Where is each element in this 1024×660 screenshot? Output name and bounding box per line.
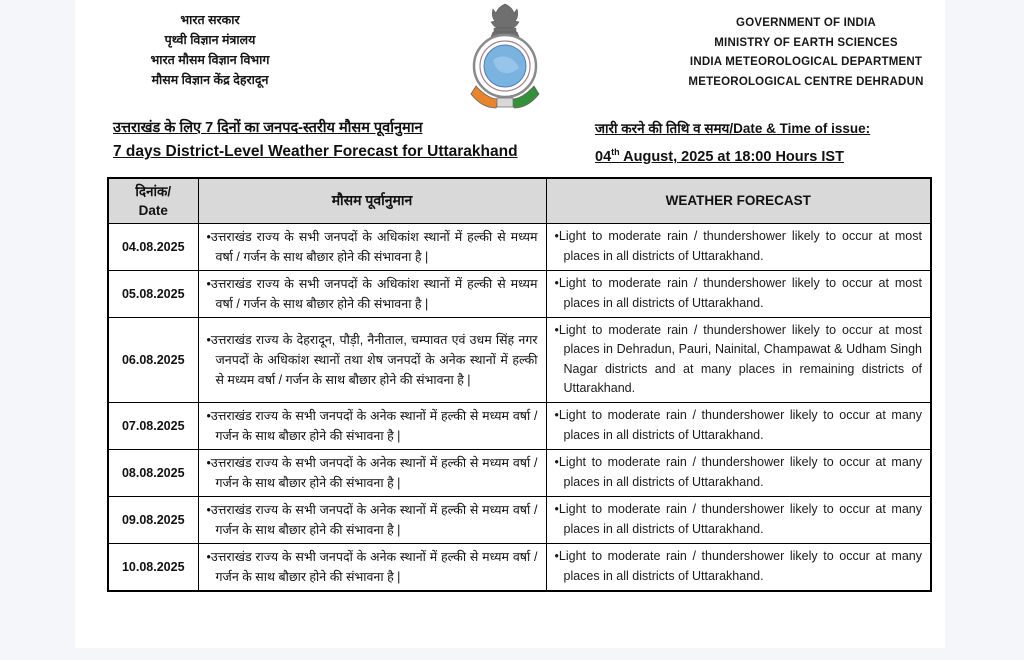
bullet-icon: •: [554, 549, 559, 563]
forecast-english-cell: •Light to moderate rain / thundershower likely to occur at many places in all districts of Uttarakhand.: [546, 543, 931, 591]
forecast-hindi-cell: •उत्तराखंड राज्य के सभी जनपदों के अनेक स्थानों में हल्की से मध्यम वर्षा / गर्जन के साथ बौछार होने की संभावना है |: [198, 543, 546, 591]
org-hindi-line-4: मौसम विज्ञान केंद्र देहरादून: [151, 73, 269, 87]
document-page: [75, 0, 945, 648]
document-title-english: 7 days District-Level Weather Forecast for Uttarakhand: [113, 143, 518, 160]
bullet-icon: •: [206, 549, 211, 564]
table-row: [108, 496, 931, 543]
bullet-icon: •: [206, 332, 211, 347]
date-cell: 09.08.2025: [108, 496, 198, 543]
column-header-forecast-hindi: मौसम पूर्वानुमान: [198, 178, 546, 223]
issue-date-block: [595, 117, 935, 169]
date-cell: 08.08.2025: [108, 449, 198, 496]
forecast-table: [107, 177, 932, 592]
forecast-hindi-cell: •उत्तराखंड राज्य के देहरादून, पौड़ी, नैनीताल, चम्पावत एवं उधम सिंह नगर जनपदों के अधिकांश स्थानों तथा शेष जनपदों के अनेक स्थानों में हल्की से मध्यम वर्षा / गर्जन के साथ बौछार होने की संभावना है |: [198, 317, 546, 402]
bullet-icon: •: [554, 455, 559, 469]
forecast-hindi-cell: •उत्तराखंड राज्य के सभी जनपदों के अधिकांश स्थानों में हल्की से मध्यम वर्षा / गर्जन के साथ बौछार होने की संभावना है |: [198, 270, 546, 317]
forecast-english-cell: •Light to moderate rain / thundershower likely to occur at many places in all districts of Uttarakhand.: [546, 496, 931, 543]
org-name-hindi: [89, 10, 331, 90]
issue-rest: August, 2025 at 18:00 Hours IST: [619, 148, 844, 165]
imd-government-emblem-icon: [463, 2, 547, 110]
org-hindi-line-3: भारत मौसम विज्ञान विभाग: [150, 53, 270, 67]
forecast-hindi-cell: •उत्तराखंड राज्य के सभी जनपदों के अनेक स्थानों में हल्की से मध्यम वर्षा / गर्जन के साथ बौछार होने की संभावना है |: [198, 496, 546, 543]
org-name-english: [675, 14, 937, 92]
bullet-icon: •: [206, 229, 211, 244]
bullet-icon: •: [554, 276, 559, 290]
ashoka-lion-capital: [491, 4, 519, 37]
forecast-hindi-cell: •उत्तराखंड राज्य के सभी जनपदों के अनेक स्थानों में हल्की से मध्यम वर्षा / गर्जन के साथ बौछार होने की संभावना है |: [198, 402, 546, 449]
bullet-icon: •: [206, 276, 211, 291]
bullet-icon: •: [554, 408, 559, 422]
date-cell: 04.08.2025: [108, 223, 198, 270]
org-english-line-1: GOVERNMENT OF INDIA: [736, 17, 876, 29]
column-header-date: दिनांक/ Date: [108, 178, 198, 223]
issue-day: 04: [595, 148, 612, 165]
org-english-line-2: MINISTRY OF EARTH SCIENCES: [714, 36, 898, 49]
forecast-hindi-cell: •उत्तराखंड राज्य के सभी जनपदों के अनेक स्थानों में हल्की से मध्यम वर्षा / गर्जन के साथ बौछार होने की संभावना है |: [198, 449, 546, 496]
document-title: [113, 117, 533, 164]
issue-date-label: जारी करने की तिथि व समय/Date & Time of issue:: [595, 121, 871, 136]
table-header-row: [108, 178, 931, 223]
table-row: [108, 317, 931, 402]
date-cell: 10.08.2025: [108, 543, 198, 591]
forecast-hindi-cell: •उत्तराखंड राज्य के सभी जनपदों के अधिकांश स्थानों में हल्की से मध्यम वर्षा / गर्जन के साथ बौछार होने की संभावना है |: [198, 223, 546, 270]
table-row: [108, 543, 931, 591]
org-hindi-line-1: भारत सरकार: [180, 13, 240, 27]
forecast-english-cell: •Light to moderate rain / thundershower likely to occur at many places in all districts of Uttarakhand.: [546, 449, 931, 496]
bullet-icon: •: [554, 502, 559, 516]
table-row: [108, 449, 931, 496]
bullet-icon: •: [206, 408, 211, 423]
forecast-english-cell: •Light to moderate rain / thundershower likely to occur at many places in all districts of Uttarakhand.: [546, 402, 931, 449]
table-row: [108, 402, 931, 449]
issue-date-value: [595, 140, 935, 169]
forecast-english-cell: •Light to moderate rain / thundershower likely to occur at most places in all districts of Uttarakhand.: [546, 270, 931, 317]
bullet-icon: •: [206, 455, 211, 470]
bullet-icon: •: [206, 502, 211, 517]
org-hindi-line-2: पृथ्वी विज्ञान मंत्रालय: [164, 33, 256, 47]
column-header-forecast-english: WEATHER FORECAST: [546, 178, 931, 223]
date-cell: 07.08.2025: [108, 402, 198, 449]
date-cell: 05.08.2025: [108, 270, 198, 317]
forecast-english-cell: •Light to moderate rain / thundershower likely to occur at most places in Dehradun, Pauri, Nainital, Champawat & Udham Singh Nagar districts and at many places in remaining districts of Uttarakhand.: [546, 317, 931, 402]
org-english-line-3: INDIA METEOROLOGICAL DEPARTMENT: [689, 56, 923, 68]
bullet-icon: •: [554, 229, 559, 243]
org-english-line-4: METEOROLOGICAL CENTRE DEHRADUN: [688, 75, 924, 88]
table-row: [108, 270, 931, 317]
table-row: [108, 223, 931, 270]
forecast-english-cell: •Light to moderate rain / thundershower likely to occur at most places in all districts of Uttarakhand.: [546, 223, 931, 270]
issue-ordinal: th: [611, 147, 620, 157]
bullet-icon: •: [554, 322, 559, 337]
document-title-hindi: उत्तराखंड के लिए 7 दिनों का जनपद-स्तरीय मौसम पूर्वानुमान: [113, 120, 423, 136]
date-cell: 06.08.2025: [108, 317, 198, 402]
